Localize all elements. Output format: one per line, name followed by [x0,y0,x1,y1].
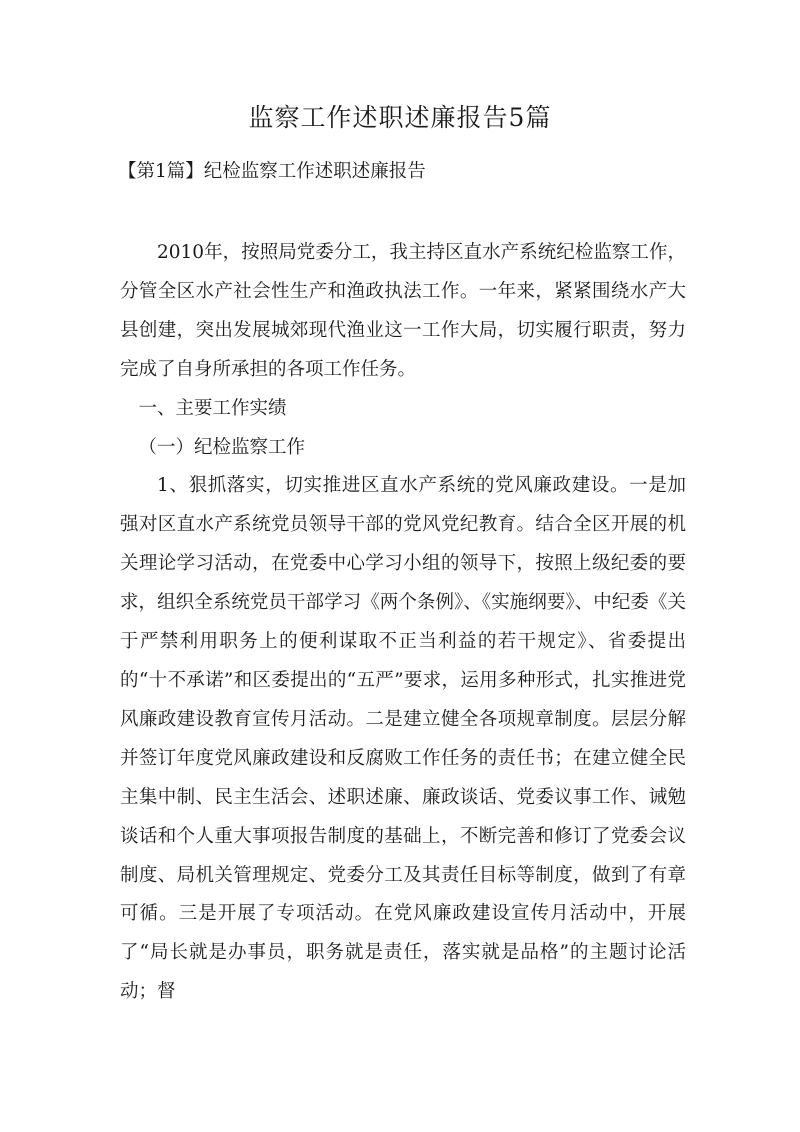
paragraph-item-1: 1、狠抓落实，切实推进区直水产系统的党风廉政建设。一是加强对区直水产系统党员领导干部的党风党纪教育。结合全区开展的机关理论学习活动，在党委中心学习小组的领导下，按照上级纪委的要求，组织全系统党员干部学习《两个条例》、《实施纲要》、中纪委《关于严禁利用职务上的便利谋取不正当利益的若干规定》、省委提出的“十不承诺”和区委提出的“五严”要求，运用多种形式，扎实推进党风廉政建设教育宣传月活动。二是建立健全各项规章制度。层层分解并签订年度党风廉政建设和反腐败工作任务的责任书；在建立健全民主集中制、民主生活会、述职述廉、廉政谈话、党委议事工作、诫勉谈话和个人重大事项报告制度的基础上，不断完善和修订了党委会议制度、局机关管理规定、党委分工及其责任目标等制度，做到了有章可循。三是开展了专项活动。在党风廉政建设宣传月活动中，开展了“局长就是办事员，职务就是责任，落实就是品格”的主题讨论活动；督 [120,475,686,1003]
document-title: 监察工作述职述廉报告5篇 [248,103,552,132]
subheading-discipline-inspection: （一）纪检监察工作 [138,436,306,458]
document-body [120,234,686,1012]
heading-main-achievements: 一、主要工作实绩 [138,397,287,419]
section-heading: 【第1篇】纪检监察工作述职述廉报告 [118,161,426,182]
paragraph-intro: 2010年，按照局党委分工，我主持区直水产系统纪检监察工作，分管全区水产社会性生产和渔政执法工作。一年来，紧紧围绕水产大县创建，突出发展城郊现代渔业这一工作大局，切实履行职责，努力完成了自身所承担的各项工作任务。 [120,242,686,380]
